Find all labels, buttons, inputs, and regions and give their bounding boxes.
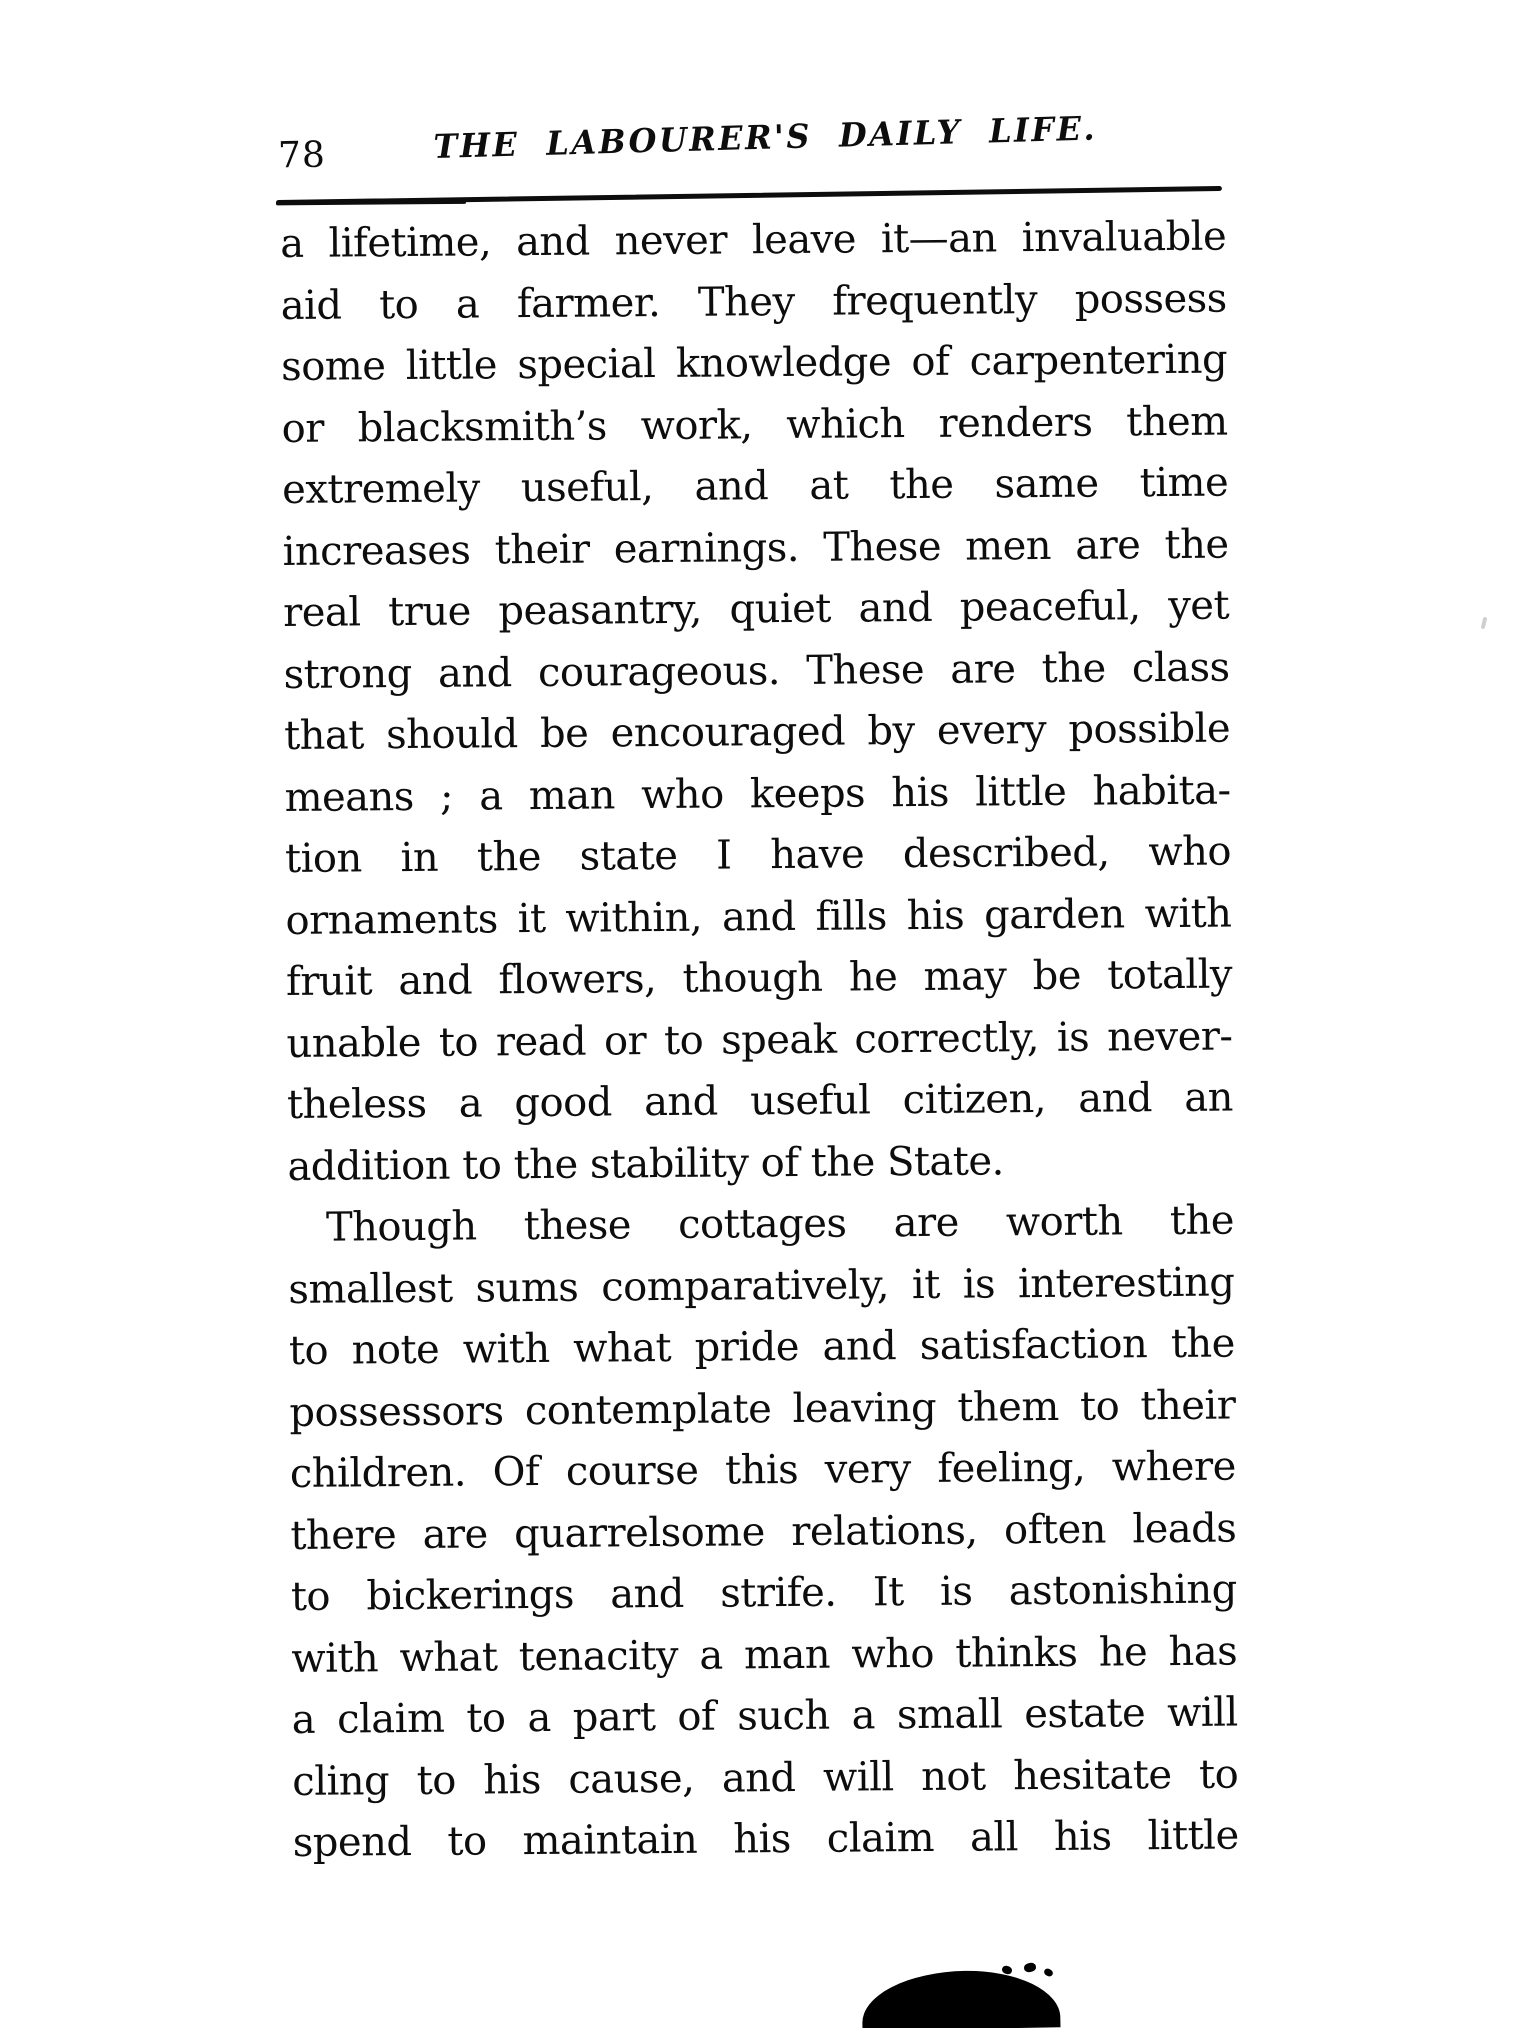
text-line: means ; a man who keeps his little habita-: [284, 767, 1231, 821]
text-line: tion in the state I have described, who: [284, 828, 1232, 882]
text-line: increases their earnings. These men are the: [282, 521, 1229, 575]
text-line: or blacksmith’s work, which renders them: [281, 398, 1228, 452]
text-line: strong and courageous. These are the class: [283, 644, 1230, 698]
text-line: there are quarrelsome relations, often leads: [290, 1505, 1237, 1559]
ink-speck: [1043, 1967, 1054, 1978]
text-line: ornaments it within, and fills his garden with: [285, 890, 1232, 944]
text-line: spend to maintain his claim all his little: [292, 1812, 1239, 1866]
text-line: to note with what pride and satisfaction the: [288, 1320, 1236, 1374]
text-line: smallest sums comparatively, it is interesting: [288, 1259, 1235, 1313]
text-line: that should be encouraged by every possible: [283, 705, 1231, 759]
text-line: unable to read or to speak correctly, is never-: [286, 1013, 1233, 1067]
text-line: fruit and flowers, though he may be totally: [285, 951, 1233, 1005]
text-line: aid to a farmer. They frequently possess: [280, 275, 1227, 329]
text-line: theless a good and useful citizen, and an: [286, 1074, 1234, 1128]
text-line: with what tenacity a man who thinks he has: [291, 1628, 1238, 1682]
margin-speck: [1481, 617, 1488, 630]
text-line: cling to his cause, and will not hesitate to: [292, 1751, 1239, 1805]
text-line: extremely useful, and at the same time: [281, 459, 1229, 513]
text-line: possessors contemplate leaving them to their: [289, 1382, 1236, 1436]
text-line: children. Of course this very feeling, where: [289, 1443, 1236, 1497]
page-number: 78: [277, 134, 327, 177]
text-line: a claim to a part of such a small estate will: [291, 1689, 1238, 1743]
text-block: [280, 207, 1239, 1875]
text-line: real true peasantry, quiet and peaceful, yet: [282, 582, 1230, 636]
text-line: addition to the stability of the State.: [287, 1137, 1004, 1190]
ink-speck: [1023, 1962, 1037, 1973]
text-line: some little special knowledge of carpentering: [281, 336, 1228, 390]
text-line: Though these cottages are worth the: [325, 1197, 1235, 1251]
header-rule: [276, 186, 1222, 205]
running-header-title: THE LABOURER'S DAILY LIFE.: [432, 108, 1098, 166]
text-line: a lifetime, and never leave it—an invaluable: [280, 213, 1227, 267]
ink-blot-artifact: [862, 1969, 1061, 2028]
text-line: to bickerings and strife. It is astonishing: [290, 1566, 1237, 1620]
